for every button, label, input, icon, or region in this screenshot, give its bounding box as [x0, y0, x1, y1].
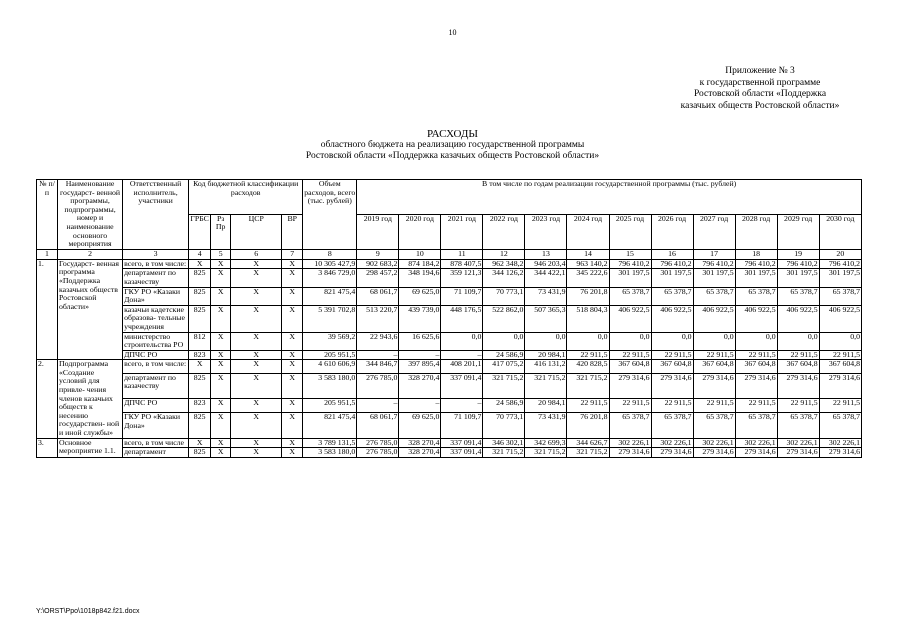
year-value: 276 785,0 [357, 438, 399, 448]
table-row [37, 438, 862, 448]
rzpr-code: Х [211, 287, 231, 305]
year-value: 22 911,5 [819, 399, 861, 413]
column-number: 16 [651, 249, 693, 259]
year-value: 367 604,8 [819, 360, 861, 374]
column-number: 7 [282, 249, 303, 259]
table-row [37, 399, 862, 413]
year-value: 518 804,3 [567, 305, 609, 332]
page-number: 10 [448, 28, 457, 37]
year-value: 279 314,6 [777, 448, 819, 458]
year-value: 417 075,2 [483, 360, 525, 374]
header-year: 2028 год [735, 214, 777, 249]
year-value: 22 911,5 [651, 399, 693, 413]
rzpr-code: Х [211, 360, 231, 374]
header-year: 2023 год [525, 214, 567, 249]
grbs-code: 823 [189, 399, 211, 413]
vr-code: Х [282, 412, 303, 438]
year-value: 279 314,6 [819, 373, 861, 399]
year-value: 344 626,7 [567, 438, 609, 448]
total-value: 3 789 131,5 [303, 438, 357, 448]
total-value: 4 610 606,9 [303, 360, 357, 374]
responsible: ГКУ РО «Казаки Дона» [123, 412, 189, 438]
year-value: 279 314,6 [735, 373, 777, 399]
year-value: 301 197,5 [819, 269, 861, 287]
grbs-code: 825 [189, 269, 211, 287]
column-number: 11 [441, 249, 483, 259]
grbs-code: 825 [189, 412, 211, 438]
grbs-code: 825 [189, 305, 211, 332]
grbs-code: 825 [189, 448, 211, 458]
vr-code: Х [282, 438, 303, 448]
program-name: Государст- венная программа «Поддержка казачьих обществ Ростовской области» [58, 259, 123, 360]
responsible: всего, в том числе: [123, 259, 189, 269]
year-value: 65 378,7 [777, 412, 819, 438]
column-number: 10 [399, 249, 441, 259]
column-number: 4 [189, 249, 211, 259]
year-value: 321 715,2 [525, 448, 567, 458]
year-value: 902 683,2 [357, 259, 399, 269]
year-value: 16 625,6 [399, 332, 441, 350]
year-value: 22 911,5 [609, 350, 651, 360]
year-value: 22 911,5 [693, 399, 735, 413]
row-number: 3. [37, 438, 58, 457]
year-value: 69 625,0 [399, 412, 441, 438]
year-value: 344 846,7 [357, 360, 399, 374]
year-value: 22 911,5 [819, 350, 861, 360]
year-value: 301 197,5 [735, 269, 777, 287]
year-value: 448 176,5 [441, 305, 483, 332]
vr-code: Х [282, 332, 303, 350]
total-value: 3 583 180,0 [303, 373, 357, 399]
responsible: казачьи кадетские образова- тельные учреждения [123, 305, 189, 332]
total-value: 3 583 180,0 [303, 448, 357, 458]
year-value: 22 911,5 [567, 399, 609, 413]
year-value: 321 715,2 [567, 373, 609, 399]
grbs-code: Х [189, 259, 211, 269]
rzpr-code: Х [211, 438, 231, 448]
column-number: 5 [211, 249, 231, 259]
year-value: 878 407,5 [441, 259, 483, 269]
column-number: 20 [819, 249, 861, 259]
year-value: 302 226,1 [819, 438, 861, 448]
year-value: 70 773,1 [483, 287, 525, 305]
header-responsible: Ответственный исполнитель, участники [123, 180, 189, 250]
year-value: 302 226,1 [693, 438, 735, 448]
year-value: 346 302,1 [483, 438, 525, 448]
document-title [0, 128, 905, 162]
year-value: 0,0 [525, 332, 567, 350]
responsible: всего, в том числе [123, 438, 189, 448]
year-value: 73 431,9 [525, 412, 567, 438]
year-value: 321 715,2 [525, 373, 567, 399]
csr-code: Х [231, 412, 282, 438]
csr-code: Х [231, 350, 282, 360]
total-value: 821 475,4 [303, 412, 357, 438]
year-value: 345 222,6 [567, 269, 609, 287]
appendix-line: Приложение № 3 [725, 66, 795, 76]
year-value: – [357, 350, 399, 360]
column-number: 17 [693, 249, 735, 259]
year-value: 796 410,2 [819, 259, 861, 269]
header-rzpr: Рз Пр [211, 214, 231, 249]
year-value: 342 699,3 [525, 438, 567, 448]
year-value: 68 061,7 [357, 287, 399, 305]
header-year: 2029 год [777, 214, 819, 249]
year-value: 279 314,6 [609, 448, 651, 458]
vr-code: Х [282, 350, 303, 360]
responsible: ДПЧС РО [123, 350, 189, 360]
year-value: 439 739,0 [399, 305, 441, 332]
year-value: 71 109,7 [441, 287, 483, 305]
column-number: 13 [525, 249, 567, 259]
vr-code: Х [282, 360, 303, 374]
column-number: 1 [37, 249, 58, 259]
year-value: 22 911,5 [609, 399, 651, 413]
year-value: 65 378,7 [609, 287, 651, 305]
year-value: 796 410,2 [777, 259, 819, 269]
year-value: 344 126,2 [483, 269, 525, 287]
year-value: 76 201,8 [567, 412, 609, 438]
year-value: 279 314,6 [693, 373, 735, 399]
year-value: 321 715,2 [567, 448, 609, 458]
year-value: 70 773,1 [483, 412, 525, 438]
vr-code: Х [282, 373, 303, 399]
year-value: 76 201,8 [567, 287, 609, 305]
year-value: 71 109,7 [441, 412, 483, 438]
year-value: 321 715,2 [483, 373, 525, 399]
year-value: 367 604,8 [735, 360, 777, 374]
year-value: 337 091,4 [441, 448, 483, 458]
header-volume: Объем расходов, всего (тыс. рублей) [303, 180, 357, 250]
year-value: – [357, 399, 399, 413]
year-value: 22 911,5 [735, 399, 777, 413]
responsible: ДПЧС РО [123, 399, 189, 413]
year-value: 279 314,6 [609, 373, 651, 399]
year-value: 0,0 [483, 332, 525, 350]
year-value: 0,0 [693, 332, 735, 350]
year-value: – [399, 399, 441, 413]
year-value: 367 604,8 [609, 360, 651, 374]
title-sub: Ростовской области «Поддержка казачьих обществ Ростовской области» [305, 151, 600, 161]
year-value: 507 365,3 [525, 305, 567, 332]
csr-code: Х [231, 259, 282, 269]
row-number: 1. [37, 259, 58, 360]
grbs-code: Х [189, 360, 211, 374]
year-value: 20 984,1 [525, 350, 567, 360]
rzpr-code: Х [211, 269, 231, 287]
year-value: 406 922,5 [735, 305, 777, 332]
header-year: 2021 год [441, 214, 483, 249]
total-value: 205 951,5 [303, 350, 357, 360]
year-value: 344 422,1 [525, 269, 567, 287]
year-value: 408 201,1 [441, 360, 483, 374]
year-value: 65 378,7 [693, 412, 735, 438]
year-value: 302 226,1 [777, 438, 819, 448]
year-value: 302 226,1 [609, 438, 651, 448]
year-value: 302 226,1 [735, 438, 777, 448]
year-value: 68 061,7 [357, 412, 399, 438]
header-grbs: ГРБС [189, 214, 211, 249]
appendix-line: к государственной программе [699, 77, 821, 88]
year-value: 301 197,5 [777, 269, 819, 287]
program-name: Подпрограмма «Создание условий для привле- чения членов казачьих обществ к несению государствен- ной и иной службы» [58, 360, 123, 438]
year-value: 406 922,5 [693, 305, 735, 332]
rzpr-code: Х [211, 373, 231, 399]
year-value: 22 911,5 [735, 350, 777, 360]
year-value: 20 984,1 [525, 399, 567, 413]
column-number: 14 [567, 249, 609, 259]
column-number: 9 [357, 249, 399, 259]
year-value: 874 184,2 [399, 259, 441, 269]
year-value: 279 314,6 [777, 373, 819, 399]
column-number: 18 [735, 249, 777, 259]
csr-code: Х [231, 399, 282, 413]
grbs-code: 825 [189, 373, 211, 399]
total-value: 205 951,5 [303, 399, 357, 413]
year-value: 513 220,7 [357, 305, 399, 332]
year-value: 65 378,7 [819, 287, 861, 305]
year-value: 328 270,4 [399, 448, 441, 458]
year-value: 337 091,4 [441, 373, 483, 399]
year-value: 279 314,6 [651, 373, 693, 399]
year-value: 328 270,4 [399, 373, 441, 399]
year-value: 406 922,5 [777, 305, 819, 332]
year-value: 22 911,5 [777, 399, 819, 413]
program-name: Основное мероприятие 1.1. [58, 438, 123, 457]
csr-code: Х [231, 305, 282, 332]
year-value: 22 911,5 [651, 350, 693, 360]
header-year: 2024 год [567, 214, 609, 249]
column-number: 12 [483, 249, 525, 259]
table-row [37, 287, 862, 305]
title-sub: областного бюджета на реализацию государственной программы [320, 140, 585, 150]
csr-code: Х [231, 448, 282, 458]
table-row [37, 332, 862, 350]
year-value: 302 226,1 [651, 438, 693, 448]
csr-code: Х [231, 287, 282, 305]
header-years-group: В том числе по годам реализации государственной программы (тыс. рублей) [357, 180, 862, 215]
column-number: 6 [231, 249, 282, 259]
grbs-code: 825 [189, 287, 211, 305]
appendix-line: Ростовской области «Поддержка [693, 89, 827, 99]
year-value: 0,0 [819, 332, 861, 350]
vr-code: Х [282, 305, 303, 332]
year-value: 0,0 [441, 332, 483, 350]
header-year: 2020 год [399, 214, 441, 249]
table-row [37, 269, 862, 287]
table-row [37, 448, 862, 458]
vr-code: Х [282, 448, 303, 458]
year-value: 367 604,8 [651, 360, 693, 374]
year-value: 65 378,7 [819, 412, 861, 438]
total-value: 39 569,2 [303, 332, 357, 350]
header-budget-code: Код бюджетной классификации расходов [189, 180, 303, 215]
header-year: 2022 год [483, 214, 525, 249]
appendix-line: казачьих обществ Ростовской области» [680, 100, 840, 111]
rzpr-code: Х [211, 350, 231, 360]
rzpr-code: Х [211, 332, 231, 350]
year-value: 0,0 [777, 332, 819, 350]
year-value: 359 121,3 [441, 269, 483, 287]
year-value: 328 270,4 [399, 438, 441, 448]
year-value: 65 378,7 [777, 287, 819, 305]
total-value: 3 846 729,0 [303, 269, 357, 287]
year-value: – [441, 350, 483, 360]
row-number: 2. [37, 360, 58, 438]
year-value: 65 378,7 [693, 287, 735, 305]
grbs-code: 823 [189, 350, 211, 360]
total-value: 5 391 702,8 [303, 305, 357, 332]
year-value: 0,0 [609, 332, 651, 350]
csr-code: Х [231, 438, 282, 448]
table-row [37, 412, 862, 438]
year-value: 406 922,5 [651, 305, 693, 332]
year-value: 65 378,7 [609, 412, 651, 438]
column-number: 8 [303, 249, 357, 259]
year-value: 69 625,0 [399, 287, 441, 305]
year-value: 301 197,5 [651, 269, 693, 287]
year-value: 301 197,5 [693, 269, 735, 287]
year-value: 962 348,2 [483, 259, 525, 269]
year-value: 348 194,6 [399, 269, 441, 287]
year-value: 406 922,5 [819, 305, 861, 332]
year-value: 796 410,2 [651, 259, 693, 269]
vr-code: Х [282, 399, 303, 413]
header-year: 2025 год [609, 214, 651, 249]
year-value: 367 604,8 [777, 360, 819, 374]
year-value: 279 314,6 [819, 448, 861, 458]
column-number: 2 [58, 249, 123, 259]
year-value: 0,0 [651, 332, 693, 350]
rzpr-code: Х [211, 305, 231, 332]
year-value: 416 131,2 [525, 360, 567, 374]
year-value: 796 410,2 [609, 259, 651, 269]
year-value: 301 197,5 [609, 269, 651, 287]
year-value: – [441, 399, 483, 413]
year-value: 73 431,9 [525, 287, 567, 305]
year-value: 65 378,7 [651, 287, 693, 305]
year-value: 367 604,8 [693, 360, 735, 374]
year-value: 963 140,2 [567, 259, 609, 269]
grbs-code: 812 [189, 332, 211, 350]
csr-code: Х [231, 360, 282, 374]
year-value: 279 314,6 [693, 448, 735, 458]
rzpr-code: Х [211, 399, 231, 413]
csr-code: Х [231, 373, 282, 399]
year-value: 420 828,5 [567, 360, 609, 374]
total-value: 10 305 427,9 [303, 259, 357, 269]
year-value: 24 586,9 [483, 350, 525, 360]
year-value: 337 091,4 [441, 438, 483, 448]
header-year: 2026 год [651, 214, 693, 249]
year-value: 397 895,4 [399, 360, 441, 374]
header-name: Наименование государст- венной программы, подпрограммы, номер и наименование основного мероприятия [58, 180, 123, 250]
responsible: департамент по казачеству [123, 269, 189, 287]
file-path-footer: Y:\ORST\Ppo\1018p842.f21.docx [36, 608, 140, 615]
rzpr-code: Х [211, 412, 231, 438]
year-value: 65 378,7 [735, 287, 777, 305]
vr-code: Х [282, 269, 303, 287]
header-year: 2030 год [819, 214, 861, 249]
vr-code: Х [282, 259, 303, 269]
year-value: 279 314,6 [735, 448, 777, 458]
year-value: 22 911,5 [777, 350, 819, 360]
year-value: 0,0 [735, 332, 777, 350]
column-number: 3 [123, 249, 189, 259]
responsible: департамент по казачеству [123, 373, 189, 399]
year-value: 65 378,7 [735, 412, 777, 438]
year-value: 406 922,5 [609, 305, 651, 332]
year-value: 321 715,2 [483, 448, 525, 458]
csr-code: Х [231, 269, 282, 287]
header-year: 2019 год [357, 214, 399, 249]
year-value: 65 378,7 [651, 412, 693, 438]
year-value: 22 943,6 [357, 332, 399, 350]
rzpr-code: Х [211, 259, 231, 269]
table-row [37, 259, 862, 269]
year-value: 0,0 [567, 332, 609, 350]
csr-code: Х [231, 332, 282, 350]
grbs-code: Х [189, 438, 211, 448]
year-value: 24 586,9 [483, 399, 525, 413]
table-row [37, 360, 862, 374]
header-num: № п/п [37, 180, 58, 250]
year-value: 946 203,4 [525, 259, 567, 269]
vr-code: Х [282, 287, 303, 305]
year-value: 276 785,0 [357, 448, 399, 458]
year-value: 796 410,2 [693, 259, 735, 269]
column-number: 15 [609, 249, 651, 259]
table-row [37, 373, 862, 399]
year-value: 22 911,5 [567, 350, 609, 360]
header-csr: ЦСР [231, 214, 282, 249]
year-value: 796 410,2 [735, 259, 777, 269]
year-value: – [399, 350, 441, 360]
title-main: РАСХОДЫ [426, 128, 479, 140]
year-value: 522 862,0 [483, 305, 525, 332]
year-value: 298 457,2 [357, 269, 399, 287]
responsible: департамент [123, 448, 189, 458]
year-value: 279 314,6 [651, 448, 693, 458]
year-value: 22 911,5 [693, 350, 735, 360]
total-value: 821 475,4 [303, 287, 357, 305]
responsible: ГКУ РО «Казаки Дона» [123, 287, 189, 305]
header-vr: ВР [282, 214, 303, 249]
responsible: всего, в том числе: [123, 360, 189, 374]
year-value: 276 785,0 [357, 373, 399, 399]
rzpr-code: Х [211, 448, 231, 458]
column-number: 19 [777, 249, 819, 259]
table-row [37, 350, 862, 360]
appendix-block [660, 66, 860, 112]
header-year: 2027 год [693, 214, 735, 249]
table-row [37, 305, 862, 332]
responsible: министерство строительства РО [123, 332, 189, 350]
expenses-table [36, 179, 862, 458]
